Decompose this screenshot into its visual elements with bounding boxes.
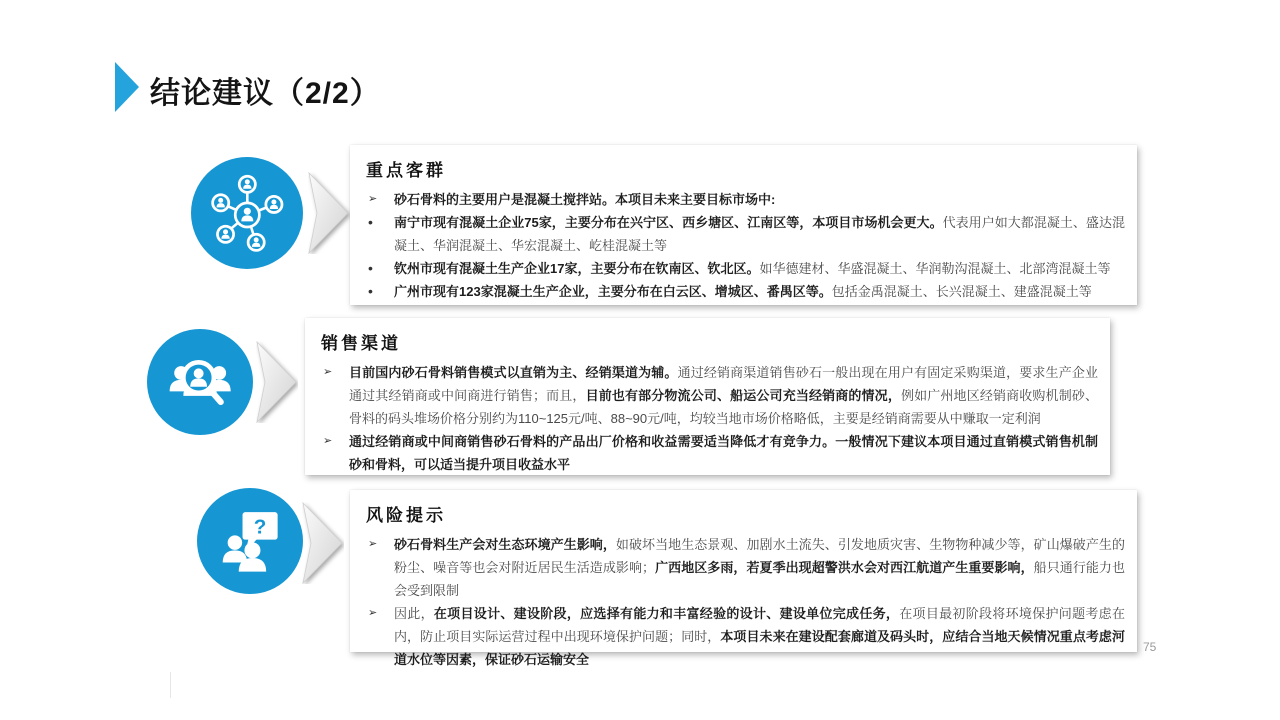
text-segment: 船只通行能力也会受到限制 — [394, 560, 1125, 598]
bullet-text — [394, 533, 1125, 602]
text-segment: 例如广州地区经销商收购机制砂、骨料的码头堆场价格分别约为110~125元/吨、88~90元/吨，均较当地市场价格略低，主要是经销商需要从中赚取一定利润 — [349, 388, 1098, 426]
bullet-item — [366, 257, 1125, 280]
bullet-text — [349, 361, 1098, 430]
text-segment: 在项目最初阶段将环境保护问题考虑在内，防止项目实际运营过程中出现环境保护问题；同时， — [394, 606, 1125, 644]
bullet-list — [321, 361, 1098, 476]
text-segment: 如破坏当地生态景观、加剧水土流失、引发地质灾害、生物物种减少等，矿山爆破产生的粉尘、噪音等也会对附近居民生活造成影响； — [394, 537, 1125, 575]
text-segment: 代表用户如大都混凝土、盛达混凝土、华润混凝土、华宏混凝土、屹桂混凝土等 — [394, 215, 1125, 253]
text-segment: 通过经销商渠道销售砂石一般出现在用户有固定采购渠道，要求生产企业通过其经销商或中间商进行销售；而且， — [349, 365, 1098, 403]
bullet-marker: ➢ — [368, 538, 378, 550]
text-segment: 包括金禹混凝土、长兴混凝土、建盛混凝土等 — [831, 284, 1092, 299]
bullet-text — [394, 188, 1125, 211]
bullet-item — [321, 361, 1098, 430]
text-segment: 通过经销商或中间商销售砂石骨料的产品出厂价格和收益需要适当降低才有竞争力。一般情况下建议本项目通过直销模式销售机制砂和骨料，可以适当提升项目收益水平 — [349, 434, 1098, 472]
bullet-marker: • — [368, 214, 373, 230]
bullet-text — [349, 430, 1098, 476]
bullet-text — [394, 211, 1125, 257]
bullet-text — [394, 602, 1125, 671]
box-header: 风险提示 — [366, 506, 446, 525]
bullet-item — [366, 533, 1125, 602]
template-edge-mark — [170, 672, 171, 698]
bullet-item — [366, 280, 1125, 303]
text-segment: 砂石骨料的主要用户是混凝土搅拌站。本项目未来主要目标市场中: — [394, 192, 776, 207]
text-segment: 目前也有部分物流公司、船运公司充当经销商的情况， — [585, 388, 901, 403]
svg-text:?: ? — [253, 515, 267, 539]
bullet-list — [366, 533, 1125, 671]
bullet-text — [394, 257, 1125, 280]
audience-search-icon — [147, 329, 253, 435]
box-header: 销售渠道 — [321, 334, 401, 353]
bullet-marker: ➢ — [368, 607, 378, 619]
key-customers-box — [350, 145, 1137, 305]
text-segment: 目前国内砂石骨料销售模式以直销为主、经销渠道为辅。 — [349, 365, 678, 380]
bullet-item — [321, 430, 1098, 476]
text-segment: 广州市现有123家混凝土生产企业，主要分布在白云区、增城区、番禺区等。 — [394, 284, 832, 299]
text-segment: 南宁市现有混凝土企业75家，主要分布在兴宁区、西乡塘区、江南区等，本项目市场机会更大。 — [394, 215, 943, 230]
text-segment: 本项目未来在建设配套廊道及码头时，应结合当地天候情况重点考虑河道水位等因素，保证砂石运输安全 — [394, 629, 1125, 667]
risk-warning-box — [350, 490, 1137, 667]
bullet-item — [366, 602, 1125, 671]
box-header: 重点客群 — [366, 161, 446, 180]
arrow-right-icon — [308, 172, 350, 254]
arrow-right-icon — [302, 502, 344, 584]
text-segment: 在项目设计、建设阶段，应选择有能力和丰富经验的设计、建设单位完成任务， — [433, 606, 900, 621]
title-chevron-icon — [115, 62, 139, 112]
page-number: 75 — [1143, 640, 1157, 654]
bullet-item — [366, 188, 1125, 211]
bullet-marker: ➢ — [368, 193, 378, 205]
bullet-marker: ➢ — [323, 366, 333, 378]
bullet-text — [394, 280, 1125, 303]
text-segment: 如华德建材、华盛混凝土、华润勒沟混凝土、北部湾混凝土等 — [759, 261, 1111, 276]
bullet-list — [366, 188, 1125, 303]
bullet-item — [366, 211, 1125, 257]
text-segment: 因此， — [394, 606, 434, 621]
bullet-marker: • — [368, 283, 373, 299]
sales-channel-box — [305, 318, 1110, 475]
bullet-marker: • — [368, 260, 373, 276]
text-segment: 广西地区多雨，若夏季出现超警洪水会对西江航道产生重要影响， — [655, 560, 1034, 575]
bullet-marker: ➢ — [323, 435, 333, 447]
arrow-right-icon — [256, 341, 298, 423]
text-segment: 钦州市现有混凝土生产企业17家，主要分布在钦南区、钦北区。 — [394, 261, 760, 276]
text-segment: 砂石骨料生产会对生态环境产生影响， — [394, 537, 616, 552]
network-people-icon — [191, 157, 303, 269]
consultation-question-icon — [197, 488, 303, 594]
page-title: 结论建议（2/2） — [150, 77, 381, 110]
